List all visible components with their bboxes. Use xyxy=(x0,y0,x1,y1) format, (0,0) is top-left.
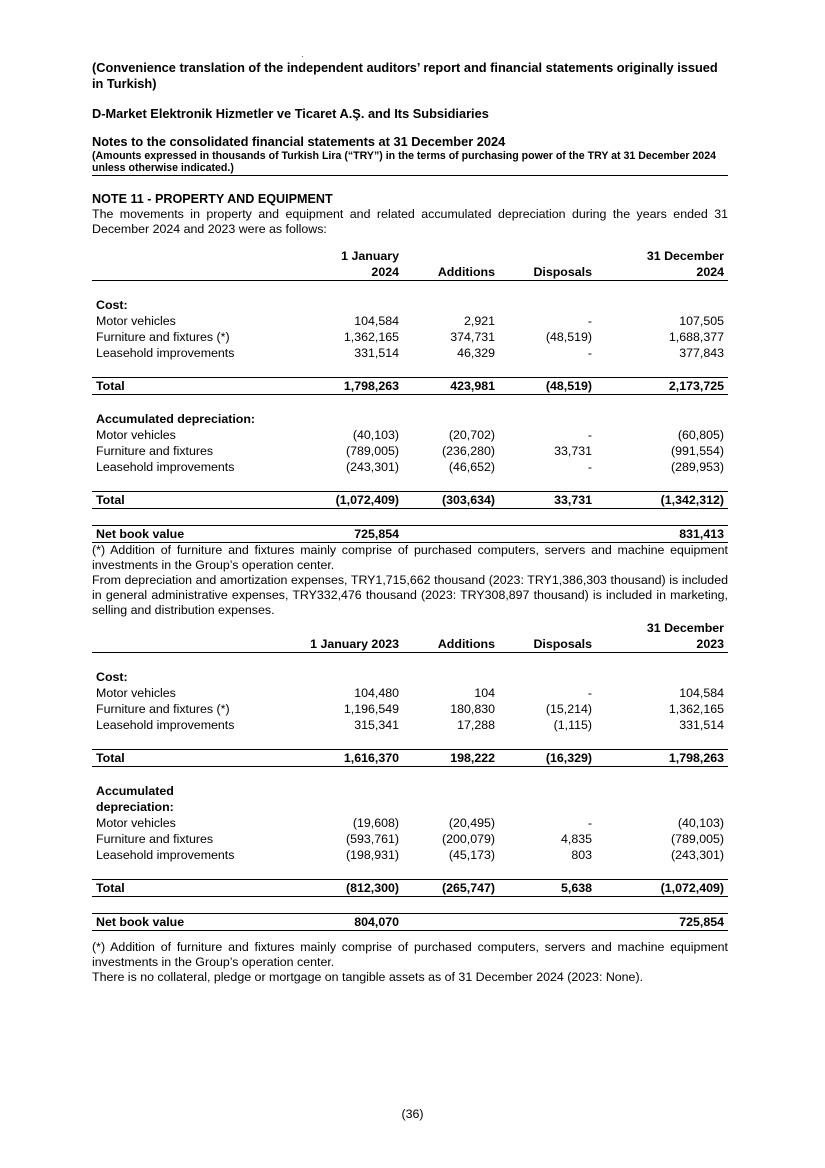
table-row: Furniture and fixtures (593,761) (200,079) 4,835 (789,005) xyxy=(96,832,724,846)
footnote-2024: (*) Addition of furniture and fixtures mainly comprise of purchased computers, servers and machine equipment investments in the Group’s operation center. xyxy=(92,543,728,572)
table-row: Motor vehicles 104,480 104 - 104,584 xyxy=(96,686,724,700)
col-header-disposals: Disposals xyxy=(495,248,592,281)
table-row: Leasehold improvements (243,301) (46,652) - (289,953) xyxy=(96,460,724,474)
table-row: Motor vehicles 104,584 2,921 - 107,505 xyxy=(96,314,724,328)
table-row: Leasehold improvements 331,514 46,329 - 377,843 xyxy=(96,346,724,360)
speck xyxy=(302,56,303,57)
net-book-value-row: Net book value 804,070 725,854 xyxy=(92,914,728,931)
depreciation-total-row: Total (812,300) (265,747) 5,638 (1,072,409) xyxy=(92,880,728,897)
section-label-depreciation-b: depreciation: xyxy=(96,800,174,814)
net-book-value-row: Net book value 725,854 831,413 xyxy=(92,526,728,543)
table-row: Furniture and fixtures (*) 1,196,549 180,830 (15,214) 1,362,165 xyxy=(96,702,724,716)
depreciation-total-row: Total (1,072,409) (303,634) 33,731 (1,342,312) xyxy=(92,492,728,509)
table-row: Motor vehicles (40,103) (20,702) - (60,805) xyxy=(96,428,724,442)
amounts-note: (Amounts expressed in thousands of Turkish Lira (“TRY”) in the terms of purchasing power of the TRY at 31 December 2024 unless otherwise indicated.) xyxy=(92,150,716,174)
intro-paragraph: The movements in property and equipment and related accumulated depreciation during the years ended 31 December 2024 and 2023 were as follows: xyxy=(92,207,728,236)
section-label-depreciation: Accumulated depreciation: xyxy=(96,412,256,426)
table-row: Furniture and fixtures (*) 1,362,165 374,731 (48,519) 1,688,377 xyxy=(96,330,724,344)
table-2024 xyxy=(92,248,728,543)
col-header-disposals: Disposals xyxy=(495,620,592,653)
document-page xyxy=(92,58,728,985)
collateral-paragraph: There is no collateral, pledge or mortgage on tangible assets as of 31 December 2024 (2023: None). xyxy=(92,970,644,984)
notes-title: Notes to the consolidated financial statements at 31 December 2024 xyxy=(92,134,506,149)
table-2023 xyxy=(92,620,728,931)
footnote-2023: (*) Addition of furniture and fixtures mainly comprise of purchased computers, servers and machine equipment investments in the Group’s operation center. xyxy=(92,940,728,969)
table-row: Leasehold improvements 315,341 17,288 (1,115) 331,514 xyxy=(96,718,724,732)
section-label-depreciation-a: Accumulated xyxy=(96,784,174,798)
table-row: Furniture and fixtures (789,005) (236,280) 33,731 (991,554) xyxy=(96,444,724,458)
page-number: (36) xyxy=(401,1107,424,1121)
col-header-1jan: 1 January 2023 xyxy=(302,620,399,653)
convenience-translation-heading: (Convenience translation of the independent auditors’ report and financial statements originally issued in Turkish) xyxy=(92,60,718,91)
col-header-31dec: 31 December 2024 xyxy=(592,248,728,281)
col-header-additions: Additions xyxy=(399,248,495,281)
table-row: Leasehold improvements (198,931) (45,173) 803 (243,301) xyxy=(96,848,724,862)
section-label-cost: Cost: xyxy=(96,298,128,312)
table-header xyxy=(92,620,728,653)
depreciation-paragraph: From depreciation and amortization expenses, TRY1,715,662 thousand (2023: TRY1,386,303 thousand) is included in general administrative expenses, TRY332,476 thousand (2023: TRY308,897 thousand) is included in marketing, selling and distribution expenses. xyxy=(92,573,728,617)
section-label-cost: Cost: xyxy=(96,670,128,684)
col-header-1jan: 1 January 2024 xyxy=(302,248,399,281)
header-divider xyxy=(92,175,728,176)
note-title: NOTE 11 - PROPERTY AND EQUIPMENT xyxy=(92,192,333,206)
col-header-additions: Additions xyxy=(399,620,495,653)
cost-total-row: Total 1,798,263 423,981 (48,519) 2,173,725 xyxy=(92,378,728,395)
col-header-31dec: 31 December 2023 xyxy=(592,620,728,653)
company-name: D-Market Elektronik Hizmetler ve Ticaret A.Ş. and Its Subsidiaries xyxy=(92,106,489,121)
table-header xyxy=(92,248,728,281)
table-row: Motor vehicles (19,608) (20,495) - (40,103) xyxy=(96,816,724,830)
cost-total-row: Total 1,616,370 198,222 (16,329) 1,798,263 xyxy=(92,750,728,767)
